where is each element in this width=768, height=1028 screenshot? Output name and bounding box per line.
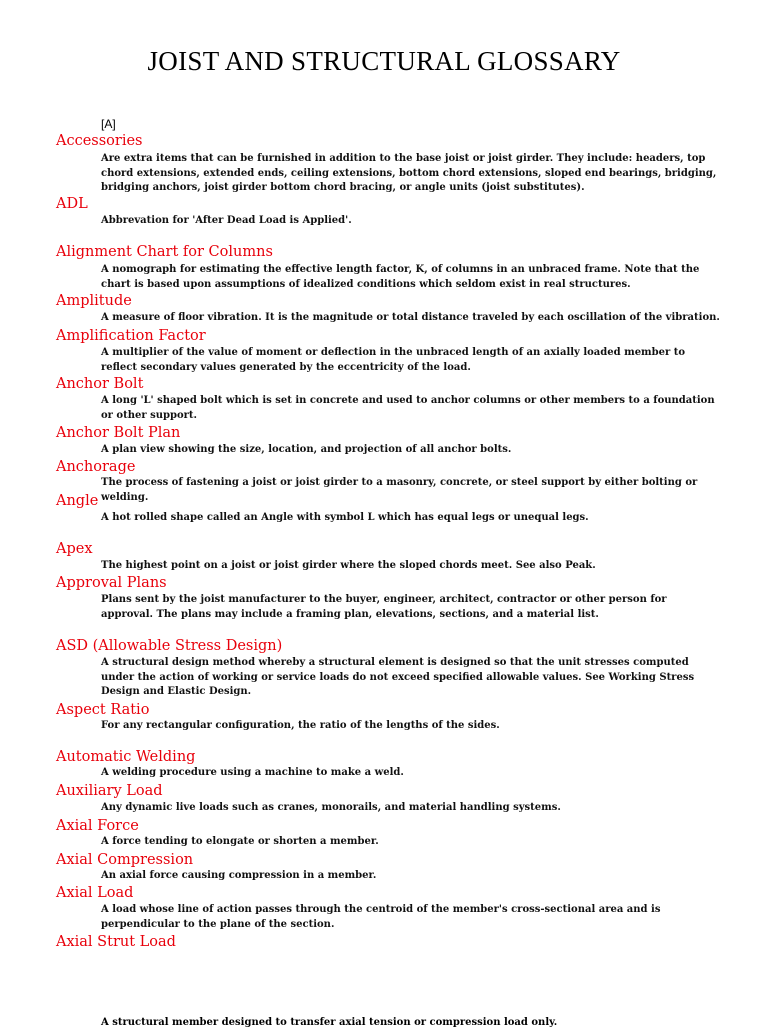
entry-term: Amplification Factor: [56, 328, 206, 344]
entry-definition: Plans sent by the joist manufacturer to the buyer, engineer, architect, contractor or other person for approval. The plans may include a framing plan, elevations, sections, and a material list.: [101, 594, 667, 620]
entry-term: Axial Load: [56, 885, 134, 901]
entry-definition: A structural design method whereby a structural element is designed so that the unit stresses computed under the action of working or service loads do not exceed specified allowable values. See Working Stress Design and Elastic Design.: [101, 657, 695, 697]
entry-term: ASD (Allowable Stress Design): [56, 638, 283, 654]
entry-term: Anchor Bolt Plan: [56, 425, 181, 441]
entry-term: Auxiliary Load: [56, 783, 163, 799]
entry-term: Alignment Chart for Columns: [56, 244, 273, 260]
entry-term: ADL: [56, 196, 88, 212]
entry-definition: For any rectangular configuration, the ratio of the lengths of the sides.: [101, 720, 500, 731]
entry-term: Anchor Bolt: [56, 376, 144, 392]
entry-definition: Abbrevation for 'After Dead Load is Applied'.: [101, 215, 352, 226]
entry-term: Angle: [56, 493, 99, 509]
entry-definition: Any dynamic live loads such as cranes, monorails, and material handling systems.: [101, 802, 561, 813]
entry-definition: A measure of floor vibration. It is the magnitude or total distance traveled by each oscillation of the vibration.: [101, 312, 720, 323]
entry-term: Approval Plans: [56, 575, 167, 591]
entry-definition: The process of fastening a joist or joist girder to a masonry, concrete, or steel support by either bolting or welding.: [101, 477, 698, 503]
entry-term: Axial Strut Load: [56, 934, 176, 950]
page-title: JOIST AND STRUCTURAL GLOSSARY: [147, 46, 621, 76]
entry-definition: A welding procedure using a machine to make a weld.: [101, 767, 404, 778]
entry-definition: A force tending to elongate or shorten a member.: [101, 836, 379, 847]
entry-definition: A hot rolled shape called an Angle with symbol L which has equal legs or unequal legs.: [101, 512, 589, 523]
section-letter: [A]: [101, 117, 116, 131]
entry-definition: A multiplier of the value of moment or deflection in the unbraced length of an axially loaded member to reflect secondary values generated by the eccentricity of the load.: [101, 347, 686, 373]
entry-definition: The highest point on a joist or joist girder where the sloped chords meet. See also Peak.: [101, 560, 596, 571]
entry-term: Anchorage: [56, 459, 136, 475]
entry-term: Aspect Ratio: [56, 702, 150, 718]
entry-term: Apex: [56, 541, 93, 557]
entry-term: Automatic Welding: [56, 749, 196, 765]
trailing-definition-fragment: A structural member designed to transfer axial tension or compression load only.: [101, 1017, 558, 1028]
entry-term: Axial Compression: [56, 852, 194, 868]
entry-term: Amplitude: [56, 293, 132, 309]
entry-definition: Are extra items that can be furnished in addition to the base joist or joist girder. They include: headers, top chord extensions, extended ends, ceiling extensions, bottom chord extensions, sloped end bearings, bridging, bridging anchors, joist girder bottom chord bracing, or angle units (joist substitutes).: [101, 153, 717, 193]
entry-definition: A long 'L' shaped bolt which is set in concrete and used to anchor columns or other members to a foundation or other support.: [101, 395, 715, 421]
entry-definition: A load whose line of action passes through the centroid of the member's cross-sectional area and is perpendicular to the plane of the section.: [101, 904, 661, 930]
entry-definition: An axial force causing compression in a member.: [101, 870, 377, 881]
entry-term: Accessories: [56, 133, 143, 149]
entry-definition: A plan view showing the size, location, and projection of all anchor bolts.: [101, 444, 512, 455]
entry-term: Axial Force: [56, 818, 139, 834]
entry-definition: A nomograph for estimating the effective length factor, K, of columns in an unbraced frame. Note that the chart is based upon assumptions of idealized conditions which seldom exist in real structures.: [101, 264, 700, 290]
